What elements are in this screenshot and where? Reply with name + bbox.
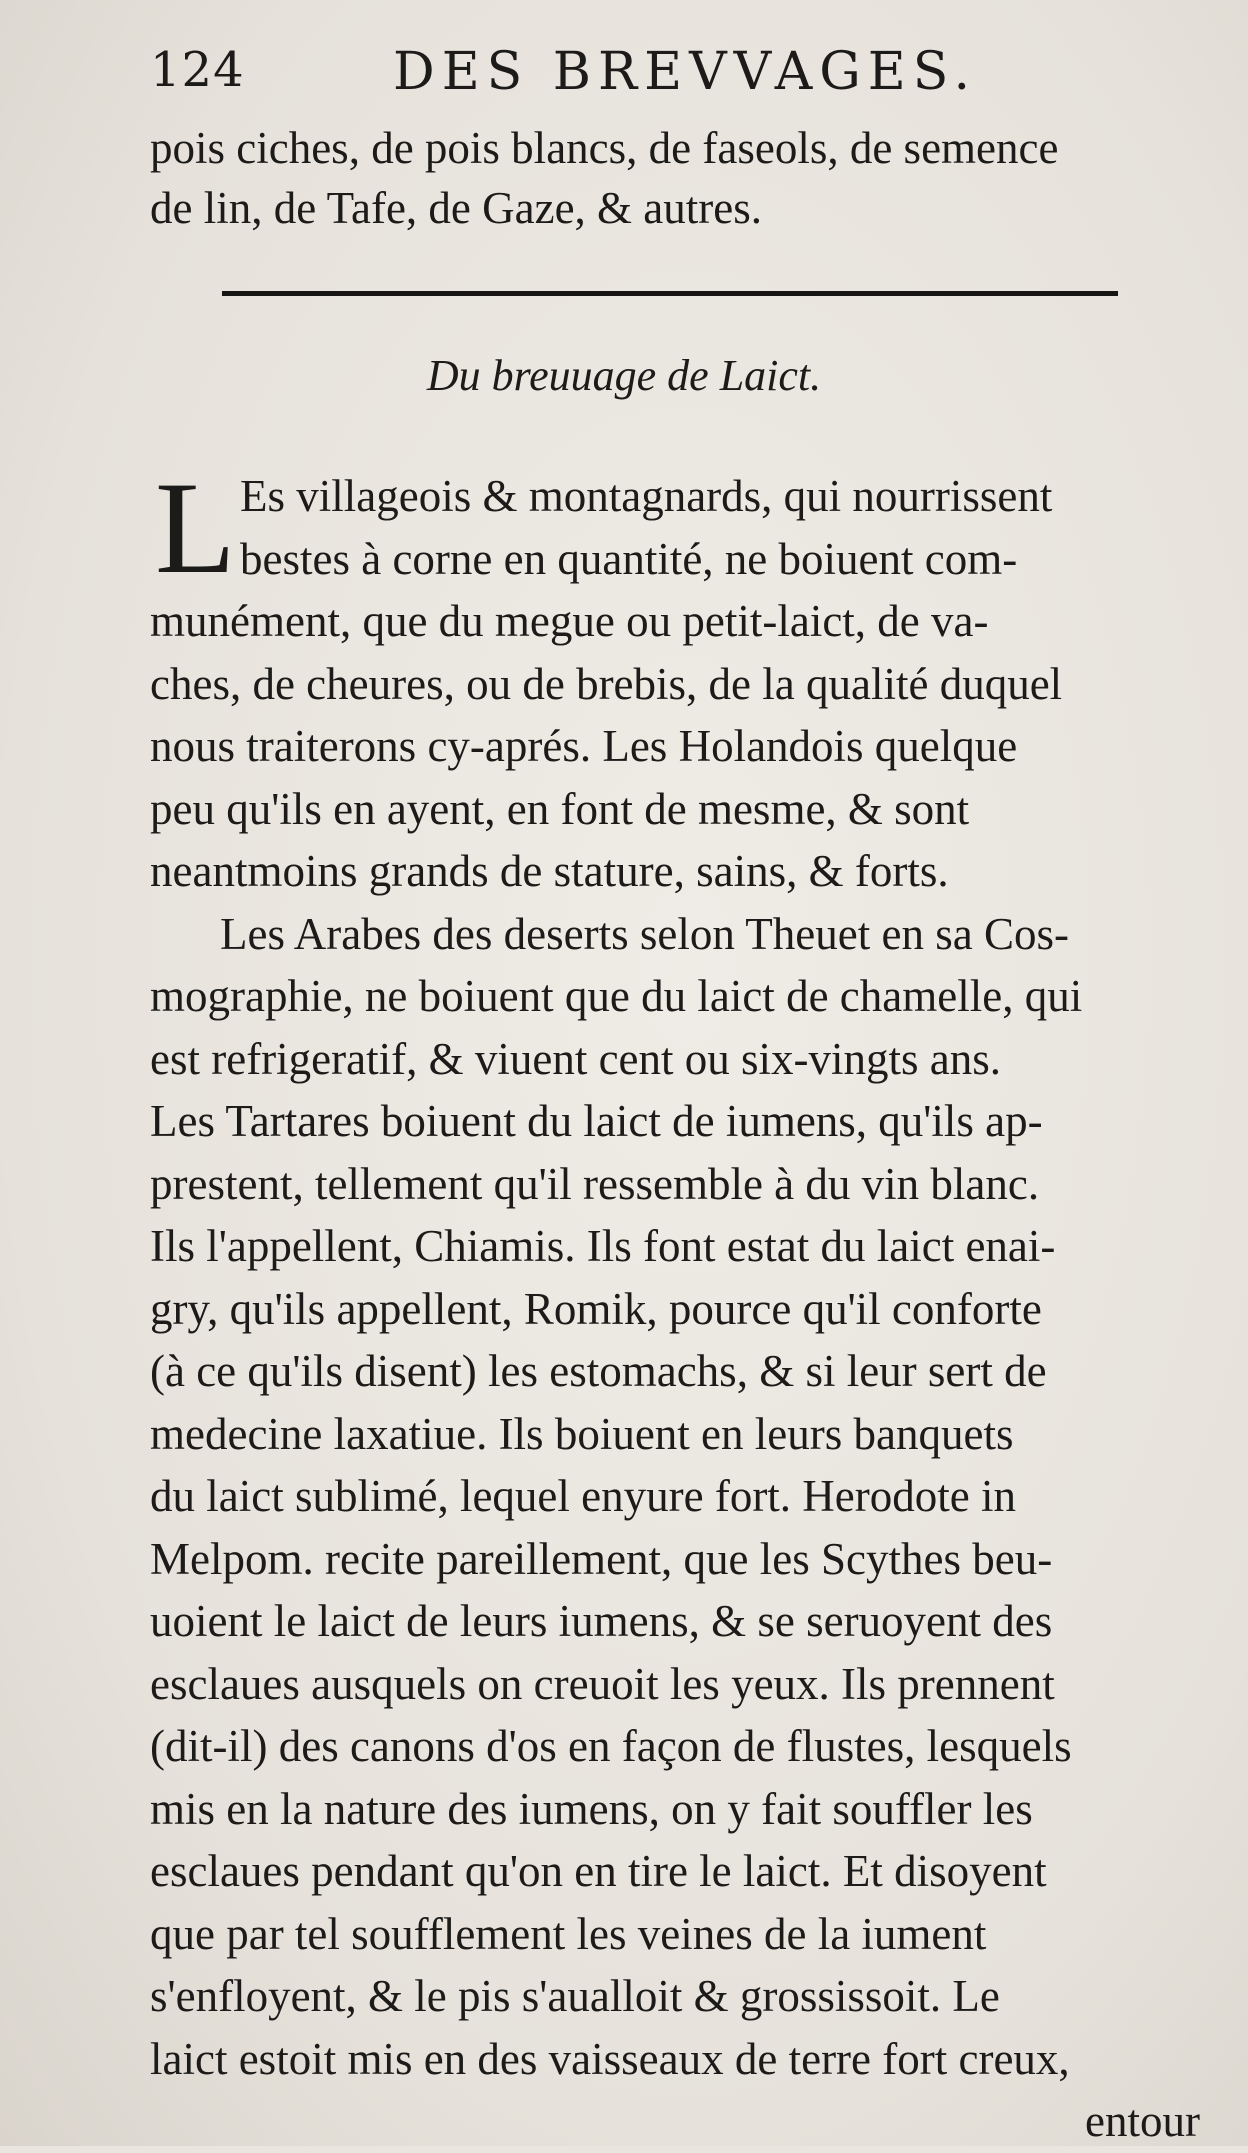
text-line: esclaues pendant qu'on en tire le laict. Et disoyent bbox=[150, 1846, 1047, 1896]
text-line: (dit-il) des canons d'os en façon de flustes, lesquels bbox=[150, 1721, 1072, 1771]
text-line: (à ce qu'ils disent) les estomachs, & si leur sert de bbox=[150, 1346, 1047, 1396]
catchword: entour bbox=[1085, 2096, 1200, 2146]
text-line: esclaues ausquels on creuoit les yeux. Ils prennent bbox=[150, 1658, 1055, 1709]
text-line: mographie, ne boiuent que du laict de chamelle, qui bbox=[150, 971, 1083, 1021]
text-line: est refrigeratif, & viuent cent ou six-vingts ans. bbox=[150, 1033, 1002, 1084]
top-text-block bbox=[150, 118, 1210, 238]
text-line: s'enfloyent, & le pis s'aualloit & grossissoit. Le bbox=[150, 1971, 1000, 2021]
text-line: neantmoins grands de stature, sains, & forts. bbox=[150, 846, 949, 896]
drop-cap: L bbox=[155, 454, 236, 601]
text-line: ches, de cheures, ou de brebis, de la qualité duquel bbox=[150, 658, 1063, 709]
section-divider-rule bbox=[222, 291, 1118, 296]
running-title: DES BREVVAGES. bbox=[393, 42, 978, 102]
text-line: uoient le laict de leurs iumens, & se seruoyent des bbox=[150, 1596, 1053, 1646]
text-line: Ils l'appellent, Chiamis. Ils font estat du laict enai- bbox=[150, 1221, 1056, 1271]
text-line: munément, que du megue ou petit-laict, de va- bbox=[150, 596, 989, 646]
text-line: Les Tartares boiuent du laict de iumens, qu'ils ap- bbox=[150, 1096, 1043, 1146]
text-line: de lin, de Tafe, de Gaze, & autres. bbox=[150, 183, 763, 233]
text-line: gry, qu'ils appellent, Romik, pource qu'il conforte bbox=[150, 1283, 1042, 1334]
text-line: prestent, tellement qu'il ressemble à du vin blanc. bbox=[150, 1158, 1040, 1209]
text-line: mis en la nature des iumens, on y fait souffler les bbox=[150, 1783, 1033, 1834]
body-text bbox=[150, 454, 1225, 2153]
text-line: bestes à corne en quantité, ne boiuent com- bbox=[240, 533, 1018, 584]
text-line: laict estoit mis en des vaisseaux de terre fort creux, bbox=[150, 2033, 1070, 2084]
page-header bbox=[150, 42, 1110, 112]
text-line: peu qu'ils en ayent, en font de mesme, & sont bbox=[150, 783, 970, 834]
text-line: Melpom. recite pareillement, que les Scythes beu- bbox=[150, 1533, 1053, 1584]
text-line: Es villageois & montagnards, qui nourrissent bbox=[240, 471, 1053, 521]
text-line: medecine laxatiue. Ils boiuent en leurs banquets bbox=[150, 1408, 1014, 1459]
text-line: pois ciches, de pois blancs, de faseols, de semence bbox=[150, 123, 1059, 173]
text-line: du laict sublimé, lequel enyure fort. Herodote in bbox=[150, 1471, 1016, 1521]
page-number: 124 bbox=[150, 42, 245, 98]
text-line: nous traiterons cy-aprés. Les Holandois quelque bbox=[150, 721, 1018, 771]
section-title: Du breuuage de Laict. bbox=[426, 351, 822, 400]
text-line: Les Arabes des deserts selon Theuet en sa Cos- bbox=[220, 908, 1069, 959]
text-line: que par tel soufflement les veines de la iument bbox=[150, 1908, 987, 1959]
